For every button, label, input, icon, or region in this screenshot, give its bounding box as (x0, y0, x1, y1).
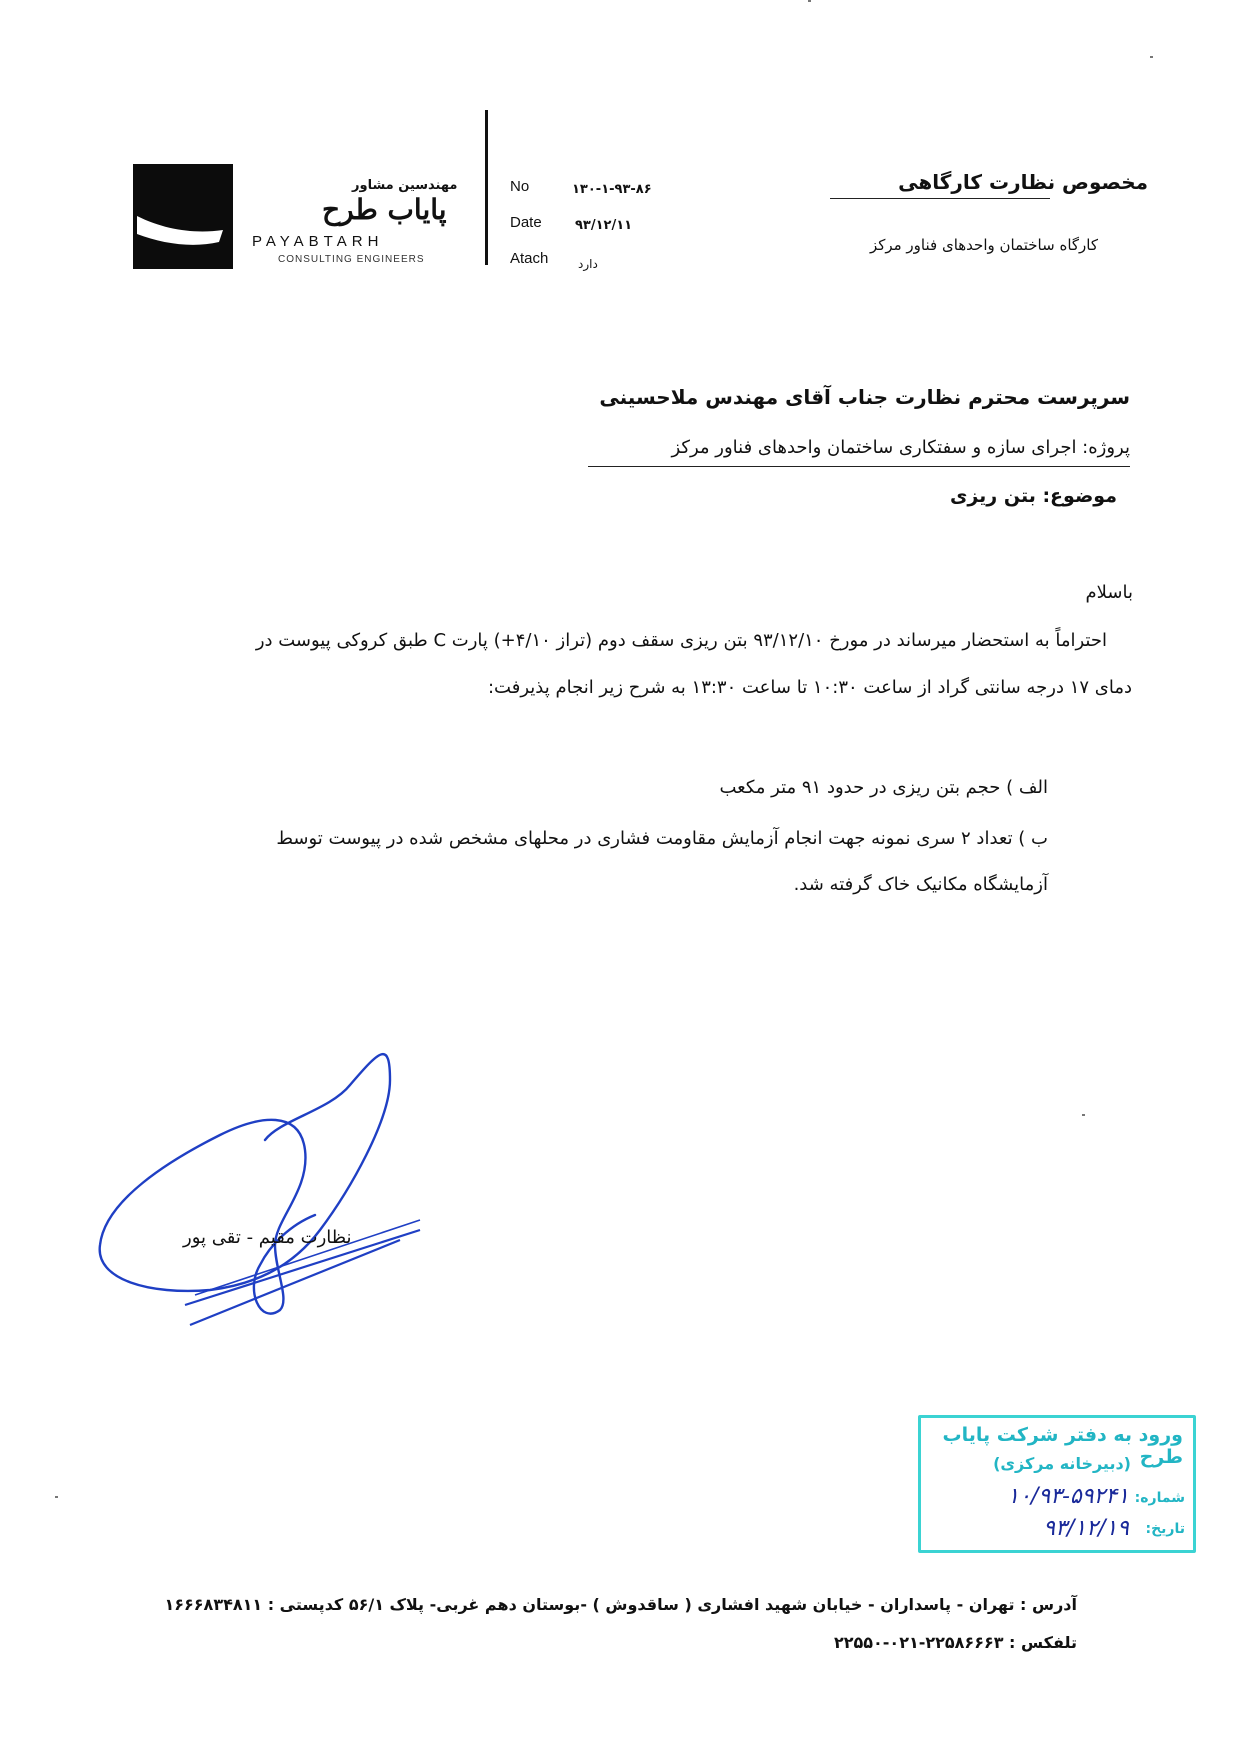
header-divider (485, 110, 488, 265)
scan-speck (1082, 1114, 1085, 1116)
subject-line: موضوع: بتن ریزی (949, 485, 1117, 507)
logo-subtitle: CONSULTING ENGINEERS (278, 254, 425, 265)
addressee: سرپرست محترم نظارت جناب آقای مهندس ملاحسینی (599, 385, 1130, 409)
paragraph-1: احتراماً به استحضار میرساند در مورخ ۹۳/۱۲/۱۰ بتن ریزی سقف دوم (تراز ۴/۱۰+) پارت C طبق کروکی پیوست در (255, 630, 1107, 651)
logo-tagline: مهندسین مشاور (352, 178, 458, 193)
workshop-line: کارگاه ساختمان واحدهای فناور مرکز (869, 236, 1098, 254)
scan-speck (55, 1496, 58, 1498)
project-underline (588, 466, 1130, 467)
greeting: باسلام (1085, 582, 1133, 603)
list-item-b: ب ) تعداد ۲ سری نمونه جهت انجام آزمایش مقاومت فشاری در محلهای مشخص شده در پیوست توسط (276, 828, 1048, 849)
footer-address: آدرس : تهران - پاسداران - خیابان شهید افشاری ( ساقدوش ) -بوستان دهم غربی- پلاک ۵۶/۱ کدپستی : ۱۶۶۶۸۳۴۸۱۱ (164, 1595, 1077, 1614)
logo-mark (133, 164, 233, 269)
scan-speck (1150, 56, 1153, 58)
signature (90, 1040, 450, 1350)
stamp-date-label: تاریخ: (1145, 1521, 1185, 1537)
meta-date-label: Date (510, 214, 542, 231)
logo-name-fa: پایاب طرح (322, 193, 447, 226)
list-item-b-continued: آزمایشگاه مکانیک خاک گرفته شد. (793, 874, 1048, 895)
paragraph-2: دمای ۱۷ درجه سانتی گراد از ساعت ۱۰:۳۰ تا ساعت ۱۳:۳۰ به شرح زیر انجام پذیرفت: (487, 677, 1132, 698)
logo-wave-icon (133, 164, 233, 269)
meta-atach-label: Atach (510, 250, 549, 267)
footer-fax: تلفکس : ۲۲۵۸۶۶۶۳-۰۲۱-۲۲۵۵۰ (833, 1633, 1077, 1652)
scan-speck (808, 0, 811, 2)
stamp-date-value: ۹۳/۱۲/۱۹ (1043, 1516, 1129, 1541)
stamp-title: ورود به دفتر شرکت پایاب طرح (942, 1424, 1183, 1468)
meta-no-label: No (510, 178, 530, 195)
stamp-number-label: شماره: (1134, 1490, 1185, 1506)
special-title: مخصوص نظارت کارگاهی (898, 170, 1148, 194)
signer-name: نظارت مقیم - تقی پور (183, 1227, 352, 1248)
project-line: پروژه: اجرای سازه و سفتکاری ساختمان واحدهای فناور مرکز (671, 437, 1130, 458)
stamp-office: (دبیرخانه مرکزی) (993, 1454, 1131, 1473)
received-stamp (918, 1415, 1196, 1553)
logo-name-en: PAYABTARH (252, 233, 384, 250)
special-title-underline (830, 198, 1050, 199)
meta-date-value: ۹۳/۱۲/۱۱ (575, 218, 633, 233)
meta-atach-value: دارد (578, 257, 598, 271)
list-item-a: الف ) حجم بتن ریزی در حدود ۹۱ متر مکعب (719, 777, 1048, 798)
meta-no-value: ۱۳۰-۱-۹۳-۸۶ (572, 182, 652, 197)
stamp-number-value: ۱۰/۹۳-۵۹۲۴۱ (1007, 1484, 1129, 1509)
